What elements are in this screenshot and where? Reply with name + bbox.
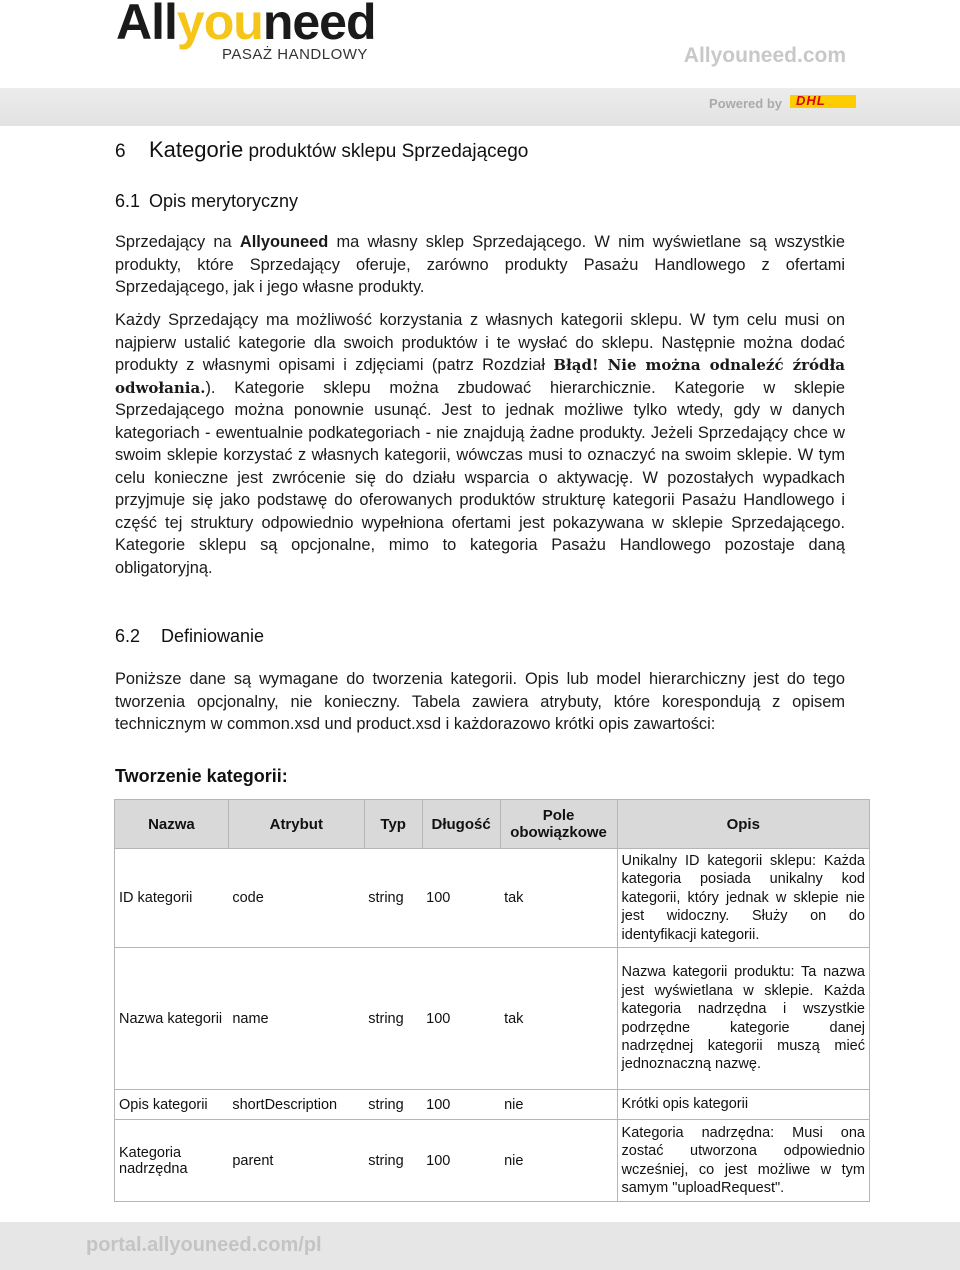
subsection-heading-6-2: [115, 626, 264, 647]
table-cell: string: [364, 948, 422, 1090]
section-heading: [115, 137, 528, 163]
table-row: [115, 849, 870, 948]
table-cell: Krótki opis kategorii: [617, 1090, 869, 1120]
table-cell: tak: [500, 849, 617, 948]
column-header: Typ: [364, 800, 422, 849]
logo-part-need: need: [262, 0, 376, 50]
table-cell: string: [364, 849, 422, 948]
dhl-logo-text: DHL: [796, 93, 826, 108]
table-cell: parent: [228, 1120, 364, 1202]
table-cell: shortDescription: [228, 1090, 364, 1120]
paragraph-definition: Poniższe dane są wymagane do tworzenia kategorii. Opis lub model hierarchiczny jest do tego tworzenia opcjonalny, nie konieczny. Tabela zawiera atrybuty, które korespondują z opisem technicznym w common.xsd und product.xsd i każdorazowo krótki opis zawartości:: [115, 670, 845, 733]
dhl-logo-icon: [790, 95, 856, 108]
para-text: ). Kategorie sklepu można zbudować hierarchicznie. Kategorie w sklepie Sprzedającego można ponownie usunąć. Jest to jednak możliwe tylko wtedy, gdy w danych kategoriach - ewentualnie podkategoriach - nie znajdują żadne produkty. Jeżeli Sprzedający chce w swoim sklepie korzystać z własnych kategorii, wówczas musi to oznaczyć na swoim sklepie. W tym celu konieczne jest zwrócenie się do działu wsparcia o aktywację. W pozostałych wypadkach przyjmuje się jako podstawę do oferowanych produktów strukturę kategorii Pasażu Handlowego i część tej struktury odpowiednio wypełniona ofertami jest pokazywana w sklepie Sprzedającego. Kategorie sklepu są opcjonalne, mimo to kategoria Pasażu Handlowego pozostaje daną obligatoryjną.: [115, 378, 845, 577]
subsection-title: Definiowanie: [161, 626, 265, 646]
table-cell: nie: [500, 1090, 617, 1120]
table-cell: ID kategorii: [115, 849, 229, 948]
table-cell: Nazwa kategorii: [115, 948, 229, 1090]
subsection-title: Opis merytoryczny: [149, 191, 299, 211]
table-cell: string: [364, 1090, 422, 1120]
logo-wordmark: [116, 0, 376, 50]
para-text: ma własny sklep Sprzedającego. W nim wyświetlane są wszystkie produkty, które Sprzedający oferuje, zarówno produkty Pasażu Handlowego z ofertami Sprzedającego, jak i jego własne produkty.: [115, 233, 845, 296]
footer-url: portal.allyouneed.com/pl: [86, 1234, 322, 1256]
allyouneed-logo: [116, 0, 396, 70]
table-cell: Kategoria nadrzędna: Musi ona zostać utworzona odpowiednio wcześniej, co jest możliwe w tym samym "uploadRequest".: [617, 1120, 869, 1202]
table-cell: 100: [422, 1120, 500, 1202]
site-name: Allyouneed.com: [683, 44, 846, 67]
table-header-row: [115, 800, 870, 849]
table-row: [115, 1090, 870, 1120]
logo-subtitle: PASAŻ HANDLOWY: [222, 46, 368, 63]
column-header: Opis: [617, 800, 869, 849]
column-header: Atrybut: [228, 800, 364, 849]
page-footer: [0, 1222, 960, 1270]
table-cell: Nazwa kategorii produktu: Ta nazwa jest wyświetlana w sklepie. Każda kategoria nadrzędna i wszystkie podrzędne kategorie danej nadrzędnej kategorii muszą mieć jednoznaczną nazwę.: [617, 948, 869, 1090]
powered-by-label: Powered by: [709, 96, 782, 111]
table-cell: Unikalny ID kategorii sklepu: Każda kategoria posiada unikalny kod kategorii, który jednak w sklepie nie jest widoczny. Służy on do identyfikacji kategorii.: [617, 849, 869, 948]
table-row: [115, 1120, 870, 1202]
brand-name: Allyouneed: [239, 233, 329, 251]
para-text: Każdy Sprzedający ma możliwość korzystania z własnych kategorii sklepu. W tym celu musi on najpierw ustalić kategorie dla swoich produktów i te wysłać do sklepu. Następnie można dodać produkty z własnymi opisami i zdjęciami (patrz Rozdział: [115, 311, 845, 374]
category-attributes-table: [114, 799, 870, 1202]
table-cell: code: [228, 849, 364, 948]
table-cell: Opis kategorii: [115, 1090, 229, 1120]
subsection-number: 6.1: [115, 191, 141, 211]
table-cell: tak: [500, 948, 617, 1090]
section-title-rest: produktów sklepu Sprzedającego: [248, 141, 529, 162]
table-cell: Kategoria nadrzędna: [115, 1120, 229, 1202]
reference-error: Błąd! Nie można odnaleźć źródła odwołania.: [115, 356, 845, 397]
page-header: [0, 0, 960, 128]
table-title: Tworzenie kategorii:: [115, 766, 288, 786]
paragraph-intro: [115, 231, 845, 299]
table-cell: 100: [422, 849, 500, 948]
table-cell: nie: [500, 1120, 617, 1202]
logo-part-all: All: [116, 0, 177, 50]
column-header: Pole obowiązkowe: [500, 800, 617, 849]
subsection-number: 6.2: [115, 626, 141, 646]
column-header: Długość: [422, 800, 500, 849]
table-cell: 100: [422, 1090, 500, 1120]
para-text: Sprzedający na: [115, 233, 240, 251]
column-header: Nazwa: [115, 800, 229, 849]
section-number: 6: [115, 141, 126, 162]
logo-part-you: you: [176, 0, 263, 50]
paragraph-categories: [115, 309, 845, 579]
table-cell: string: [364, 1120, 422, 1202]
subsection-heading-6-1: [115, 191, 298, 212]
table-cell: name: [228, 948, 364, 1090]
table-row: [115, 948, 870, 1090]
section-title-main: Kategorie: [149, 137, 244, 162]
table-cell: 100: [422, 948, 500, 1090]
